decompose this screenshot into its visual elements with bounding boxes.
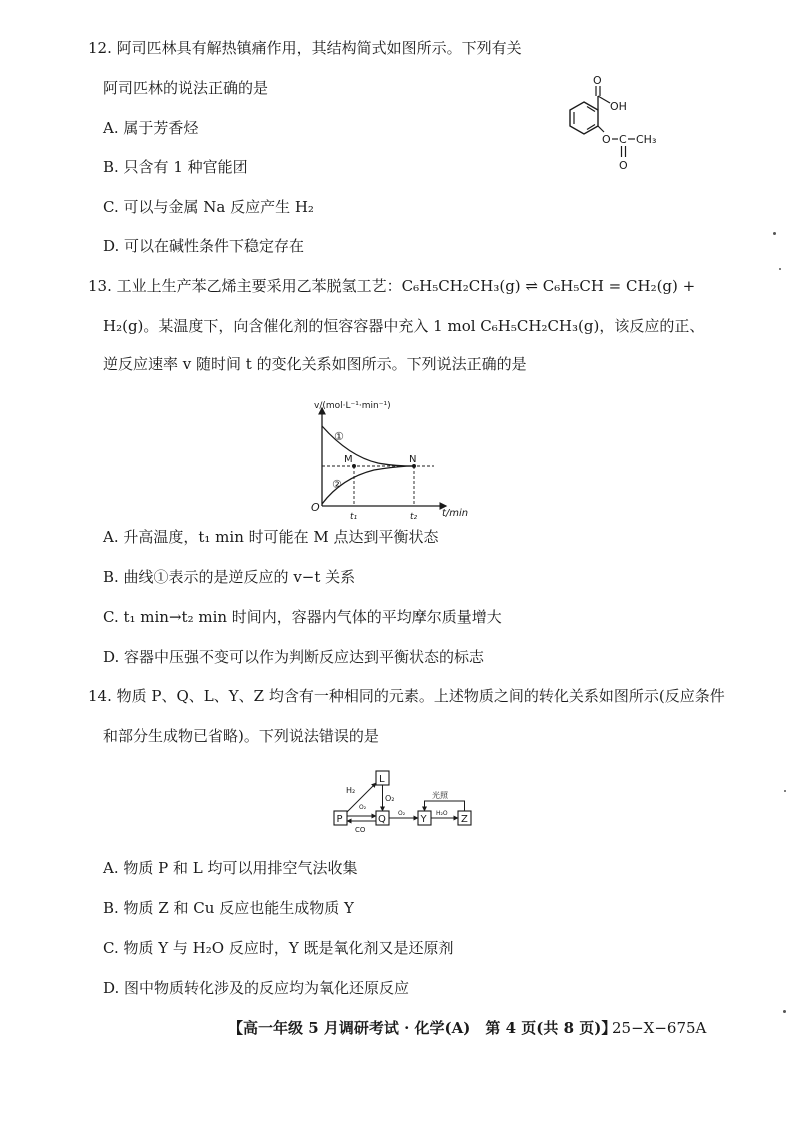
footer-code: 25−X−675A [612,1019,707,1037]
label-h2: H₂ [346,786,356,795]
label-z: Z [461,814,468,825]
tick-t2: t₂ [410,512,418,522]
q14-option-a: A. 物质 P 和 L 均可以用排空气法收集 [103,859,358,877]
y-axis-label: v/(mol·L⁻¹·min⁻¹) [314,401,391,411]
q13-option-b: B. 曲线①表示的是逆反应的 v−t 关系 [103,568,356,586]
label-o2-qy: O₂ [398,810,406,817]
q12-option-c: C. 可以与金属 Na 反应产生 H₂ [103,198,314,216]
label-h2o: H₂O [436,810,448,817]
velocity-time-graph [296,398,476,522]
label-l: L [379,774,385,785]
q14-stem-line2: 和部分生成物已省略)。下列说法错误的是 [103,727,379,745]
label-y: Y [420,814,427,825]
q13-stem-line3: 逆反应速率 v 随时间 t 的变化关系如图所示。下列说法正确的是 [103,355,527,373]
q13-stem-line2: H₂(g)。某温度下，向含催化剂的恒容容器中充入 1 mol C₆H₅CH₂CH₃(g)，该反应的正、 [103,317,705,335]
point-m-label: M [344,454,353,465]
label-co: CO [355,826,366,834]
q14-option-b: B. 物质 Z 和 Cu 反应也能生成物质 Y [103,899,354,917]
q14-option-c: C. 物质 Y 与 H₂O 反应时，Y 既是氧化剂又是还原剂 [103,939,454,957]
q12-option-d: D. 可以在碱性条件下稳定存在 [103,237,305,255]
q14-option-d: D. 图中物质转化涉及的反应均为氧化还原反应 [103,979,410,997]
tick-t1: t₁ [350,512,358,522]
point-n-label: N [409,454,417,465]
q13-option-c: C. t₁ min→t₂ min 时间内，容器内气体的平均摩尔质量增大 [103,608,502,626]
curve-2-label: ② [332,478,342,491]
footer-exam-info: 【高一年级 5 月调研考试 · 化学(A) 第 4 页(共 8 页)】 [228,1019,617,1037]
ester-carbonyl-oxygen: O [619,159,628,172]
methyl-group: CH₃ [636,133,657,146]
label-o2-lq: O₂ [385,794,395,803]
q13-option-d: D. 容器中压强不变可以作为判断反应达到平衡状态的标志 [103,648,485,666]
q13-option-a: A. 升高温度，t₁ min 时可能在 M 点达到平衡状态 [103,528,439,546]
label-p: P [336,814,343,825]
origin-label: O [311,501,320,514]
q12-option-a: A. 属于芳香烃 [103,119,199,137]
q12-stem-line1: 12. 阿司匹林具有解热镇痛作用，其结构简式如图所示。下列有关 [88,39,522,57]
label-o2-pl: O₂ [359,804,367,811]
aspirin-structure [552,72,672,182]
q12-option-b: B. 只含有 1 种官能团 [103,158,248,176]
label-light: 光照 [432,791,448,800]
x-axis-label: t/min [442,508,469,519]
curve-1-label: ① [334,430,344,443]
q13-stem-line1: 13. 工业上生产苯乙烯主要采用乙苯脱氢工艺：C₆H₅CH₂CH₃(g) ⇌ C₆H₅CH = CH₂(g) + [88,277,696,295]
conversion-diagram [326,765,486,837]
ester-carbon: C [619,133,627,146]
label-q: Q [378,814,386,825]
ester-oxygen: O [602,133,611,146]
hydroxyl-label: OH [610,100,627,113]
q12-stem-line2: 阿司匹林的说法正确的是 [103,79,269,97]
carbonyl-oxygen: O [593,74,602,87]
q14-stem-line1: 14. 物质 P、Q、L、Y、Z 均含有一种相同的元素。上述物质之间的转化关系如图所示(反应条件 [88,687,725,705]
